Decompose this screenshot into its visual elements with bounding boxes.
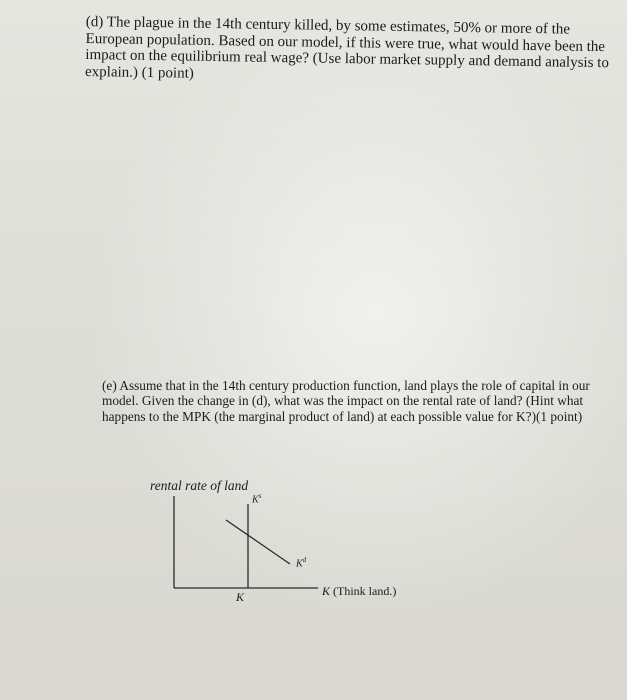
fixed-land-label: K	[236, 590, 245, 604]
question-e-text: (e) Assume that in the 14th century production function, land plays the role of capital in our model. Given the change in (d), what was the impact on the rental rate of land? (Hint what happens to the MPK (the marginal product of land) at each possible value for K?)(1 point)	[102, 378, 590, 424]
land-market-graph	[140, 478, 440, 608]
demand-curve-label: $K^d$	[296, 556, 307, 570]
question-d-text: (d) The plague in the 14th century killed, by some estimates, 50% or more of the European population. Based on our model, if this were true, what would have been the impact on the equilibrium real wage? (Use labor market supply and demand analysis to explain.) (1 point)	[84, 14, 610, 82]
y-axis-label: rental rate of land	[150, 478, 249, 493]
demand-curve	[226, 520, 290, 564]
supply-curve-label: $K^s$	[252, 492, 262, 506]
x-axis-label: K (Think land.)	[322, 584, 397, 598]
